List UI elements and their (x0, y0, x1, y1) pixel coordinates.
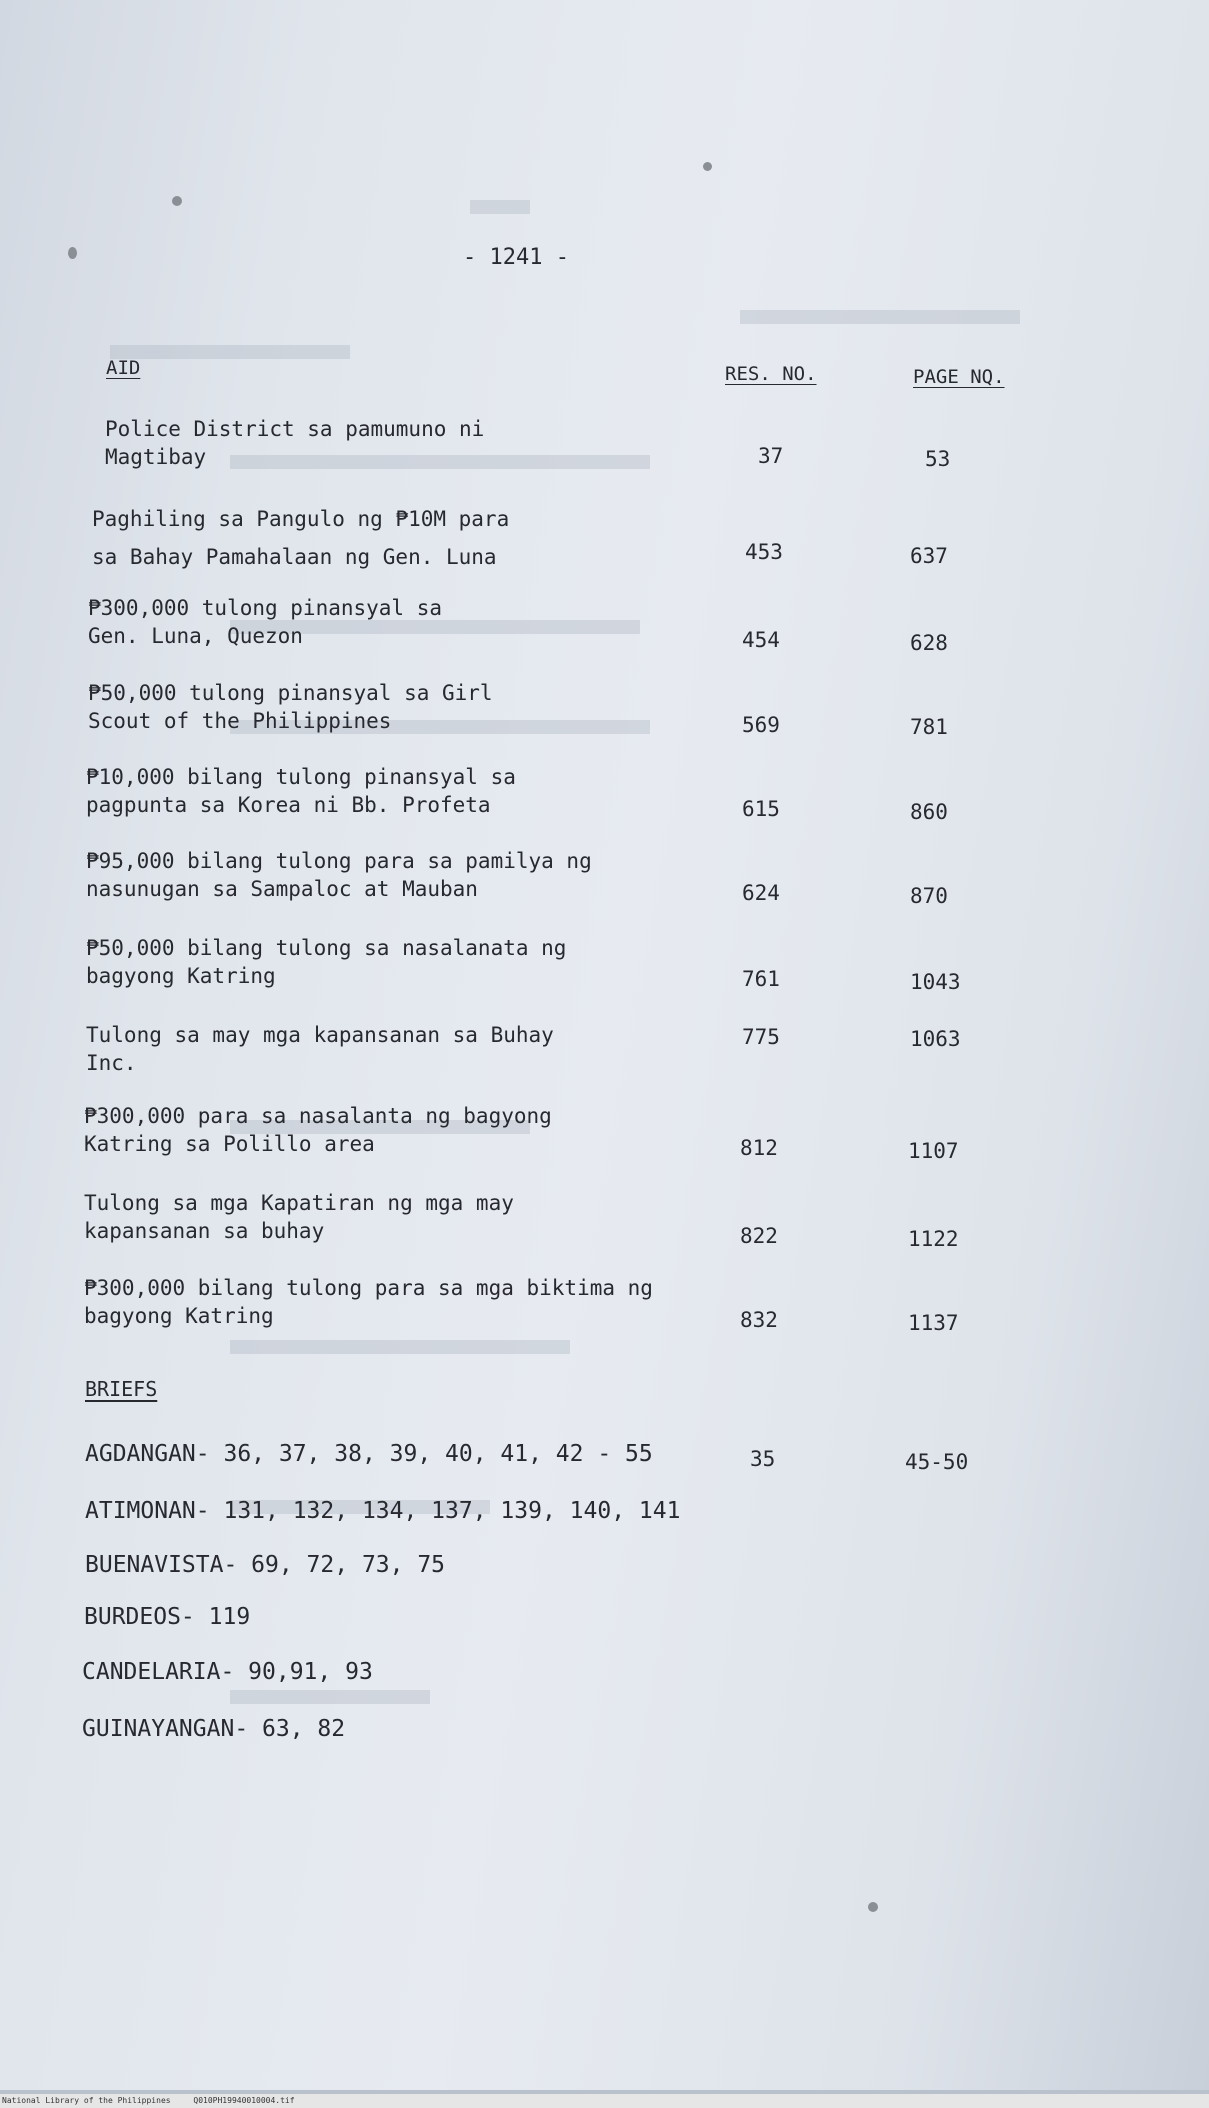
aid-row-page: 870 (910, 884, 948, 908)
aid-row-desc (105, 415, 484, 471)
paper-speck (703, 162, 712, 171)
aid-row-res: 775 (742, 1025, 780, 1049)
column-header-res-no: RES. NO. (725, 363, 817, 385)
aid-row-page: 53 (925, 447, 951, 471)
aid-row-desc (86, 847, 592, 903)
aid-row-res: 761 (742, 967, 780, 991)
section-title-aid: AID (106, 357, 141, 379)
brief-item: CANDELARIA- 90,91, 93 (82, 1659, 373, 1685)
aid-row-desc (86, 1021, 554, 1077)
desc-line: bagyong Katring (86, 964, 276, 988)
brief-res: 35 (750, 1447, 776, 1471)
desc-line: ₱300,000 bilang tulong para sa mga biktima ng (84, 1276, 653, 1300)
aid-row-page: 637 (910, 544, 948, 568)
aid-row-res: 812 (740, 1136, 778, 1160)
desc-line: Scout of the Philippines (88, 709, 392, 733)
brief-item: AGDANGAN- 36, 37, 38, 39, 40, 41, 42 - 55 (85, 1441, 653, 1467)
aid-row-desc (84, 1274, 653, 1330)
aid-row-page: 1137 (908, 1311, 959, 1335)
aid-row-desc (92, 500, 509, 576)
aid-row-res: 832 (740, 1308, 778, 1332)
desc-line: nasunugan sa Sampaloc at Mauban (86, 877, 478, 901)
desc-line: pagpunta sa Korea ni Bb. Profeta (86, 793, 491, 817)
aid-row-res: 569 (742, 713, 780, 737)
brief-page: 45-50 (905, 1450, 969, 1474)
aid-row-page: 628 (910, 631, 948, 655)
aid-row-res: 454 (742, 628, 780, 652)
column-header-page-no: PAGE NQ. (913, 366, 1005, 388)
desc-line: Magtibay (105, 445, 207, 469)
desc-line: Inc. (86, 1051, 137, 1075)
aid-row-page: 781 (910, 715, 948, 739)
desc-line: Tulong sa may mga kapansanan sa Buhay (86, 1023, 554, 1047)
desc-line: sa Bahay Pamahalaan ng Gen. Luna (92, 545, 497, 569)
aid-row-desc (88, 594, 442, 650)
brief-item: GUINAYANGAN- 63, 82 (82, 1716, 346, 1742)
paper-speck (68, 247, 77, 259)
desc-line: ₱300,000 para sa nasalanta ng bagyong (84, 1104, 552, 1128)
page-number: - 1241 - (463, 245, 569, 270)
brief-item: BURDEOS- 119 (84, 1604, 251, 1630)
desc-line: Katring sa Polillo area (84, 1132, 375, 1156)
aid-row-desc (84, 1102, 552, 1158)
paper-speck (868, 1902, 878, 1912)
desc-line: ₱50,000 bilang tulong sa nasalanata ng (86, 936, 567, 960)
brief-item: ATIMONAN- 131, 132, 134, 137, 139, 140, 141 (85, 1498, 681, 1524)
desc-line: bagyong Katring (84, 1304, 274, 1328)
footer-library: National Library of the Philippines (2, 2096, 171, 2105)
aid-row-desc (86, 763, 516, 819)
aid-row-page: 860 (910, 800, 948, 824)
aid-row-desc (86, 934, 566, 990)
scan-footer (0, 2094, 1209, 2108)
aid-row-page: 1063 (910, 1027, 961, 1051)
desc-line: kapansanan sa buhay (84, 1219, 325, 1243)
aid-row-page: 1043 (910, 970, 961, 994)
desc-line: ₱300,000 tulong pinansyal sa (88, 596, 443, 620)
aid-row-res: 624 (742, 881, 780, 905)
aid-row-res: 822 (740, 1224, 778, 1248)
desc-line: Tulong sa mga Kapatiran ng mga may (84, 1191, 514, 1215)
aid-row-res: 37 (758, 444, 784, 468)
paper-speck (172, 196, 182, 206)
aid-row-page: 1122 (908, 1227, 959, 1251)
aid-row-page: 1107 (908, 1139, 959, 1163)
brief-item: BUENAVISTA- 69, 72, 73, 75 (85, 1552, 446, 1578)
aid-row-desc (88, 679, 493, 735)
aid-row-res: 453 (745, 540, 783, 564)
section-title-briefs: BRIEFS (85, 1377, 158, 1401)
desc-line: ₱50,000 tulong pinansyal sa Girl (88, 681, 493, 705)
footer-file: Q010PH19940010004.tif (193, 2096, 295, 2105)
desc-line: Paghiling sa Pangulo ng ₱10M para (92, 507, 510, 531)
desc-line: ₱10,000 bilang tulong pinansyal sa (86, 765, 516, 789)
desc-line: Gen. Luna, Quezon (88, 624, 303, 648)
desc-line: ₱95,000 bilang tulong para sa pamilya ng (86, 849, 592, 873)
aid-row-res: 615 (742, 797, 780, 821)
aid-row-desc (84, 1189, 514, 1245)
desc-line: Police District sa pamumuno ni (105, 417, 485, 441)
